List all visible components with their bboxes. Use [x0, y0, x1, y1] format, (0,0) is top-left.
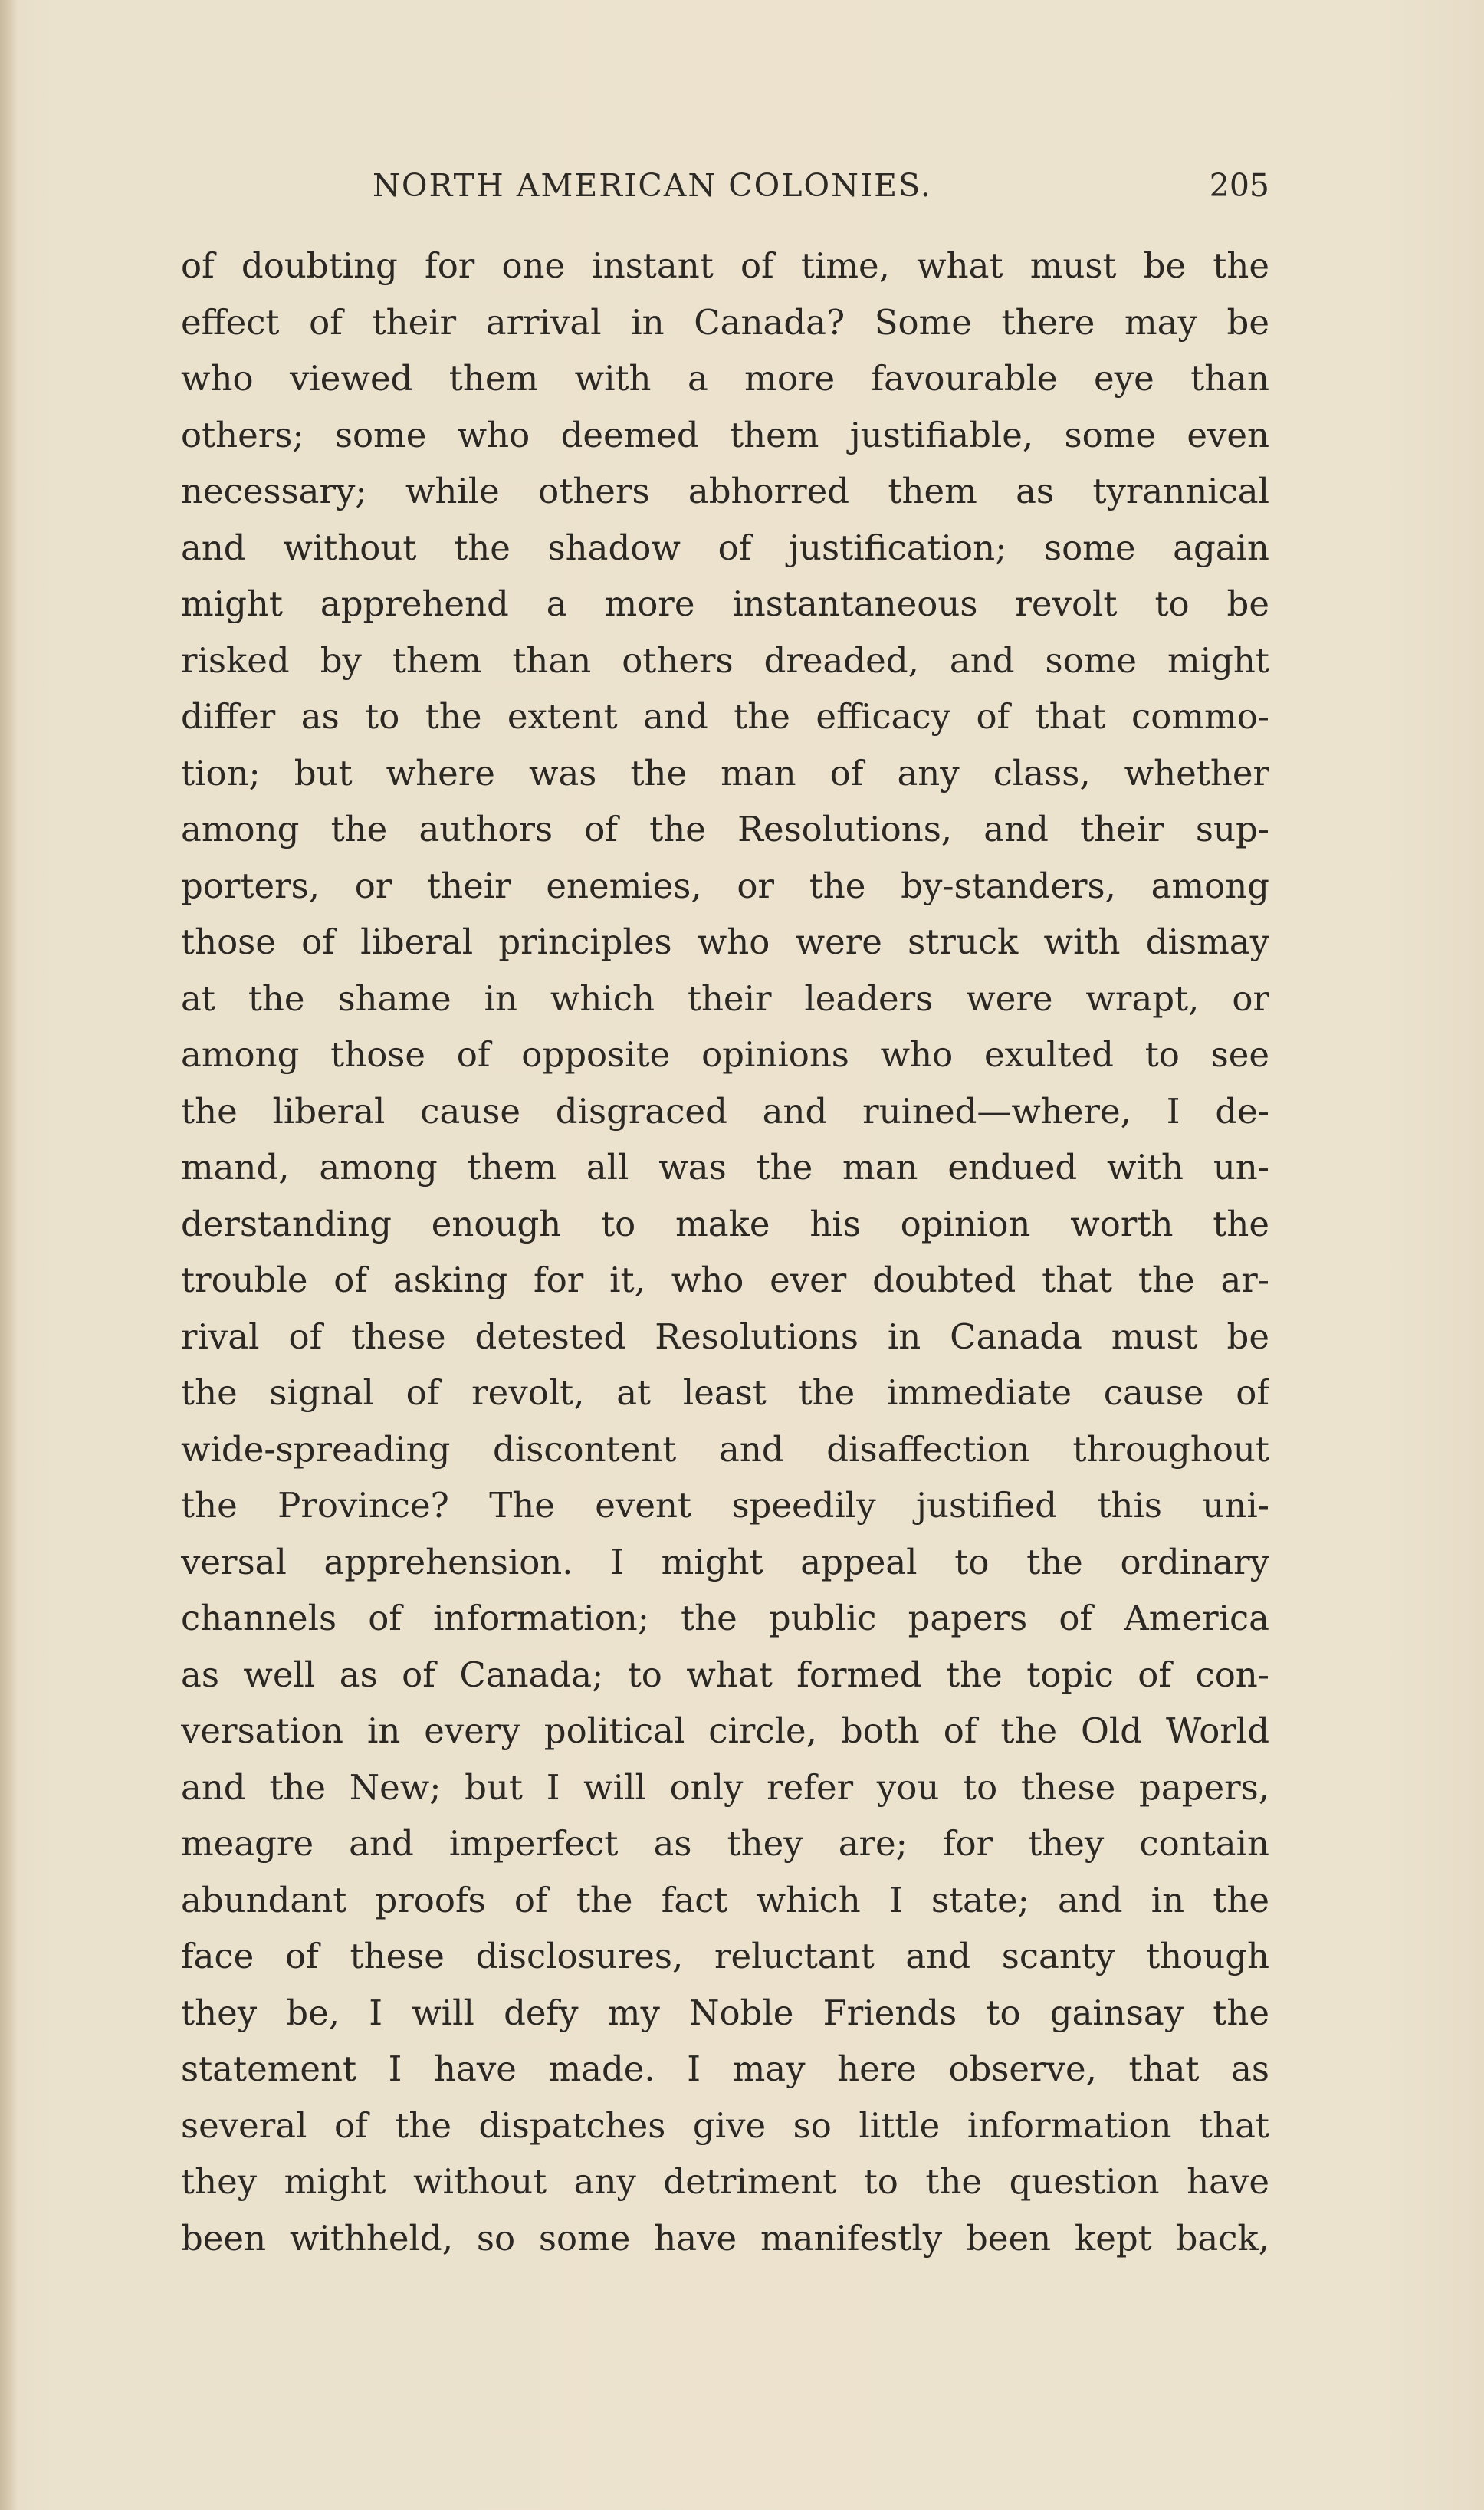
text-line: porters, or their enemies, or the by-standers, among: [181, 865, 1269, 906]
text-line: statement I have made. I may here observe, that as: [181, 2048, 1269, 2089]
text-line: and without the shadow of justification; some again: [181, 527, 1269, 568]
body-text: [181, 238, 1269, 2308]
text-line: as well as of Canada; to what formed the topic of con-: [181, 1654, 1269, 1695]
text-line: effect of their arrival in Canada? Some there may be: [181, 301, 1269, 343]
text-line: and the New; but I will only refer you to these papers,: [181, 1766, 1269, 1808]
text-line: several of the dispatches give so little information that: [181, 2104, 1269, 2146]
text-line: necessary; while others abhorred them as tyrannical: [181, 471, 1269, 511]
text-line: abundant proofs of the fact which I state; and in the: [181, 1879, 1269, 1920]
text-line: risked by them than others dreaded, and some might: [181, 639, 1269, 681]
text-line: mand, among them all was the man endued with un-: [181, 1147, 1269, 1188]
text-line: versation in every political circle, both of the Old World: [181, 1710, 1269, 1751]
text-line: derstanding enough to make his opinion worth the: [181, 1203, 1269, 1244]
text-line: they be, I will defy my Noble Friends to gainsay the: [181, 1992, 1269, 2033]
text-line: the liberal cause disgraced and ruined—where, I de-: [181, 1090, 1269, 1132]
text-line: trouble of asking for it, who ever doubted that the ar-: [181, 1260, 1269, 1300]
text-line: wide-spreading discontent and disaffection throughout: [181, 1428, 1269, 1470]
text-line: who viewed them with a more favourable eye than: [181, 358, 1269, 399]
text-line: versal apprehension. I might appeal to the ordinary: [181, 1541, 1269, 1582]
text-line: the signal of revolt, at least the immediate cause of: [181, 1372, 1269, 1413]
text-line: might apprehend a more instantaneous revolt to be: [181, 583, 1269, 624]
text-line: the Province? The event speedily justified this uni-: [181, 1485, 1269, 1526]
text-line: of doubting for one instant of time, what must be the: [181, 245, 1269, 286]
page-number: 205: [1209, 167, 1269, 204]
text-line: face of these disclosures, reluctant and scanty though: [181, 1936, 1269, 1976]
text-line: those of liberal principles who were struck with dismay: [181, 922, 1269, 962]
text-line: rival of these detested Resolutions in Canada must be: [181, 1316, 1269, 1357]
text-line: among those of opposite opinions who exulted to see: [181, 1034, 1269, 1075]
text-line: others; some who deemed them justifiable, some even: [181, 414, 1269, 455]
page-header: [181, 167, 1269, 213]
running-head: NORTH AMERICAN COLONIES.: [373, 167, 932, 204]
text-line: channels of information; the public papers of America: [181, 1598, 1269, 1638]
text-line: tion; but where was the man of any class, whether: [181, 752, 1269, 793]
text-line: at the shame in which their leaders were wrapt, or: [181, 977, 1269, 1019]
page-edge-shadow: [0, 0, 17, 2510]
text-line: they might without any detriment to the question have: [181, 2161, 1269, 2202]
text-line: differ as to the extent and the efficacy of that commo-: [181, 696, 1269, 737]
text-line: been withheld, so some have manifestly been kept back,: [181, 2217, 1269, 2259]
text-line: among the authors of the Resolutions, and their sup-: [181, 809, 1269, 849]
text-line: meagre and imperfect as they are; for they contain: [181, 1823, 1269, 1864]
